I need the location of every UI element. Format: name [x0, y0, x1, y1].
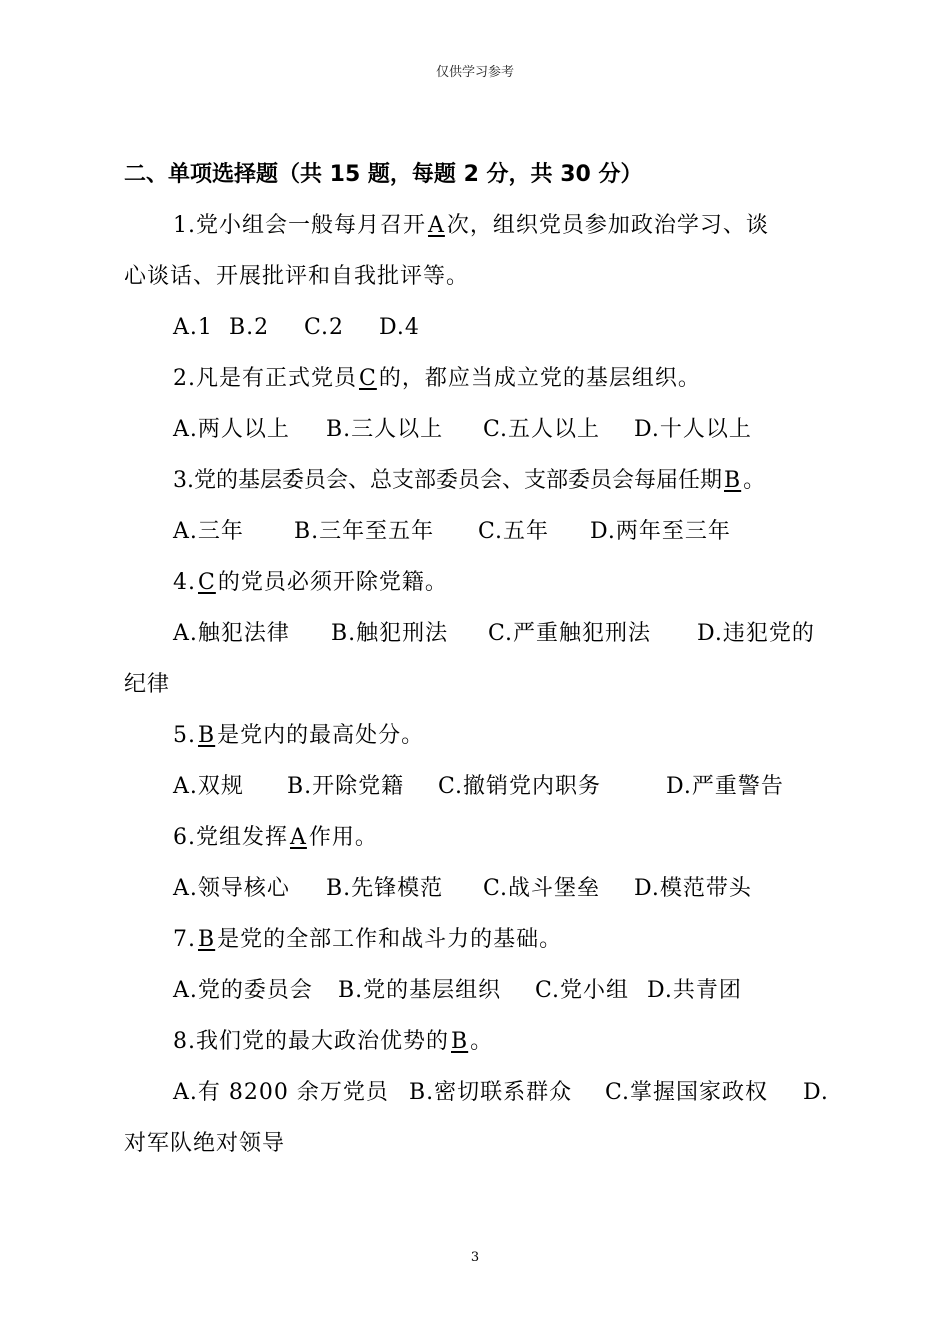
section-title: 二、单项选择题（共 15 题，每题 2 分，共 30 分） [124, 162, 643, 187]
question-text: 是党的全部工作和战斗力的基础。 [217, 927, 563, 952]
question-3-options [173, 515, 731, 549]
option-d: D. [803, 1080, 829, 1105]
option-d: D.十人以上 [634, 417, 752, 442]
question-5-options [173, 770, 784, 804]
option-b: B.密切联系群众 [409, 1080, 573, 1105]
option-a: A.三年 [173, 519, 244, 544]
option-a: A.领导核心 [173, 876, 290, 901]
option-d: D.两年至三年 [590, 519, 731, 544]
option-d: D.严重警告 [666, 774, 784, 799]
question-text: 7. [173, 927, 196, 952]
question-text: 2.凡是有正式党员 [173, 366, 357, 391]
answer-blank: C [359, 366, 377, 391]
option-c: C.战斗堡垒 [483, 876, 601, 901]
question-4 [173, 566, 448, 600]
question-text: 。 [470, 1029, 494, 1054]
question-5 [173, 719, 424, 753]
option-a: A.1 [173, 315, 213, 340]
question-text: 次，组织党员参加政治学习、谈 [446, 213, 769, 238]
question-3 [173, 464, 766, 498]
answer-blank: B [198, 927, 216, 952]
question-1-options [173, 311, 420, 345]
option-a: A.双规 [173, 774, 244, 799]
question-8 [173, 1025, 493, 1059]
option-a: A.触犯法律 [173, 621, 290, 646]
question-6-options [173, 872, 752, 906]
question-1 [173, 209, 769, 243]
option-a: A.党的委员会 [173, 978, 313, 1003]
question-text: 作用。 [308, 825, 378, 850]
question-4-options [173, 617, 815, 651]
question-4-options-continued: 纪律 [124, 672, 171, 697]
question-text: 3.党的基层委员会、总支部委员会、支部委员会每届任期 [173, 468, 722, 493]
option-b: B.2 [229, 315, 270, 340]
question-text: 8.我们党的最大政治优势的 [173, 1029, 449, 1054]
option-b: B.先锋模范 [326, 876, 444, 901]
question-text: 5. [173, 723, 196, 748]
option-c: C.党小组 [535, 978, 630, 1003]
option-c: C.撤销党内职务 [438, 774, 602, 799]
option-c: C.五年 [478, 519, 550, 544]
option-c: C.严重触犯刑法 [488, 621, 652, 646]
answer-blank: B [451, 1029, 469, 1054]
option-a: A.有 8200 余万党员 [173, 1080, 389, 1105]
option-b: B.开除党籍 [287, 774, 405, 799]
question-7 [173, 923, 562, 957]
option-b: B.党的基层组织 [338, 978, 502, 1003]
option-b: B.三年至五年 [294, 519, 435, 544]
answer-blank: B [724, 468, 742, 493]
answer-blank: A [290, 825, 307, 850]
question-text: 的，都应当成立党的基层组织。 [378, 366, 701, 391]
page-number: 3 [470, 1250, 480, 1265]
question-6 [173, 821, 378, 855]
option-c: C.2 [304, 315, 345, 340]
option-b: B.触犯刑法 [331, 621, 449, 646]
question-8-options [173, 1076, 829, 1110]
option-d: D.共青团 [647, 978, 742, 1003]
question-text: 4. [173, 570, 196, 595]
option-c: C.掌握国家政权 [605, 1080, 769, 1105]
question-text: 是党内的最高处分。 [217, 723, 425, 748]
option-c: C.五人以上 [483, 417, 601, 442]
option-d: D.违犯党的 [697, 621, 815, 646]
question-7-options [173, 974, 742, 1008]
option-d: D.模范带头 [634, 876, 752, 901]
page-header: 仅供学习参考 [435, 65, 514, 80]
option-b: B.三人以上 [326, 417, 444, 442]
question-text: 6.党组发挥 [173, 825, 288, 850]
question-8-options-continued: 对军队绝对领导 [124, 1131, 286, 1156]
option-a: A.两人以上 [173, 417, 290, 442]
answer-blank: C [198, 570, 216, 595]
answer-blank: A [428, 213, 445, 238]
question-text: 。 [743, 468, 767, 493]
question-text: 的党员必须开除党籍。 [217, 570, 448, 595]
question-1-continued: 心谈话、开展批评和自我批评等。 [124, 264, 470, 289]
answer-blank: B [198, 723, 216, 748]
option-d: D.4 [379, 315, 420, 340]
question-text: 1.党小组会一般每月召开 [173, 213, 426, 238]
question-2-options [173, 413, 752, 447]
question-2 [173, 362, 701, 396]
